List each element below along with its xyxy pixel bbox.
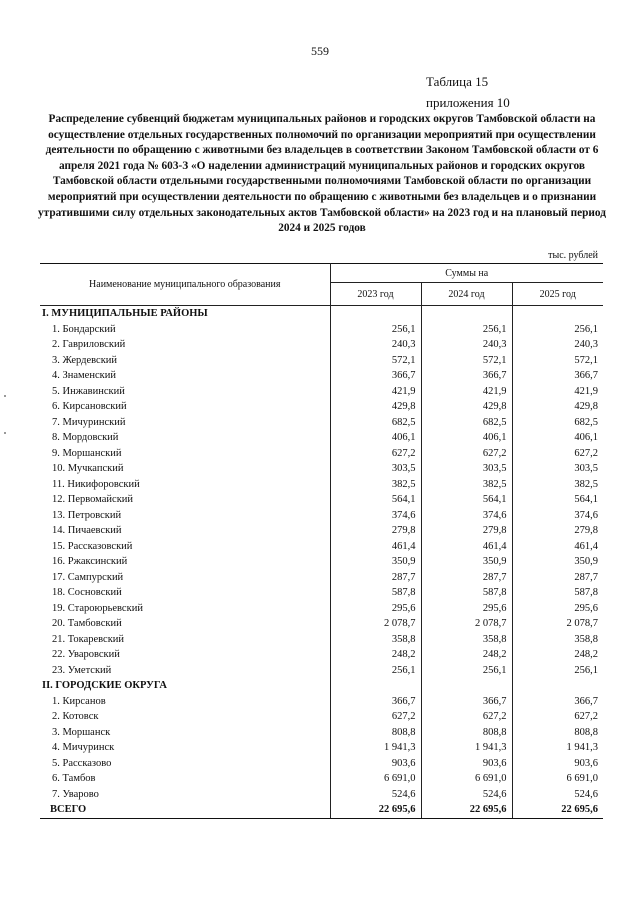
- value-cell: 572,1: [330, 353, 421, 369]
- value-cell: 248,2: [330, 647, 421, 663]
- value-cell: 808,8: [512, 725, 603, 741]
- section-row: [40, 678, 603, 694]
- table-row: [40, 523, 603, 539]
- value-cell: 524,6: [421, 787, 512, 803]
- table-row: [40, 585, 603, 601]
- table-row: [40, 756, 603, 772]
- value-cell: 406,1: [512, 430, 603, 446]
- value-cell: 903,6: [421, 756, 512, 772]
- header-year-2025: 2025 год: [512, 283, 603, 306]
- subvention-table: [40, 263, 603, 819]
- section-heading: II. ГОРОДСКИЕ ОКРУГА: [42, 680, 167, 692]
- total-value: 22 695,6: [512, 802, 603, 818]
- table-row: [40, 554, 603, 570]
- table-row: [40, 616, 603, 632]
- value-cell: 358,8: [330, 632, 421, 648]
- value-cell: 572,1: [512, 353, 603, 369]
- value-cell: 256,1: [330, 322, 421, 338]
- value-cell: 808,8: [330, 725, 421, 741]
- table-row: [40, 477, 603, 493]
- value-cell: 406,1: [330, 430, 421, 446]
- table-row: [40, 663, 603, 679]
- row-name: 1. Бондарский: [52, 323, 116, 335]
- table-row: [40, 632, 603, 648]
- value-cell: 240,3: [330, 337, 421, 353]
- value-cell: 366,7: [421, 368, 512, 384]
- value-cell: 903,6: [512, 756, 603, 772]
- document-title: Распределение субвенций бюджетам муниципальных районов и городских округов Тамбовской области на осуществление отдельных государственных полномочий по организации мероприятий при осуществлении деятельности по обращению с животными без владельцев в соответствии Законом Тамбовской области от 6 апреля 2021 года № 603-З «О наделении администраций муниципальных районов и городских округов Тамбовской области отдельными государственными полномочиями Тамбовской области по организации мероприятий при осуществлении деятельности по обращению с животными без владельцев и о признании утратившими силу отдельных законодательных актов Тамбовской области» на 2023 год и на плановый период 2024 и 2025 годов: [38, 113, 606, 235]
- table-row: [40, 353, 603, 369]
- total-value: 22 695,6: [421, 802, 512, 818]
- appendix-label: приложения 10: [426, 95, 510, 110]
- table-row: [40, 740, 603, 756]
- row-name: 23. Уметский: [52, 664, 112, 676]
- section-heading: I. МУНИЦИПАЛЬНЫЕ РАЙОНЫ: [42, 308, 208, 320]
- value-cell: 461,4: [330, 539, 421, 555]
- value-cell: 358,8: [421, 632, 512, 648]
- value-cell: 303,5: [512, 461, 603, 477]
- header-sums: Суммы на: [330, 264, 603, 283]
- value-cell: 421,9: [512, 384, 603, 400]
- row-name: 2. Котовск: [52, 711, 99, 723]
- value-cell: 903,6: [330, 756, 421, 772]
- value-cell: 382,5: [421, 477, 512, 493]
- value-cell: 366,7: [421, 694, 512, 710]
- value-cell: 564,1: [330, 492, 421, 508]
- value-cell: 564,1: [421, 492, 512, 508]
- row-name: 17. Сампурский: [52, 571, 124, 583]
- row-name: 11. Никифоровский: [52, 478, 140, 490]
- table-row: [40, 508, 603, 524]
- empty-cell: [330, 306, 421, 322]
- value-cell: 6 691,0: [330, 771, 421, 787]
- table-row: [40, 368, 603, 384]
- value-cell: 295,6: [512, 601, 603, 617]
- table-row: [40, 725, 603, 741]
- value-cell: 350,9: [330, 554, 421, 570]
- value-cell: 248,2: [512, 647, 603, 663]
- value-cell: 421,9: [421, 384, 512, 400]
- row-name: 10. Мучкапский: [52, 463, 124, 475]
- table-row: [40, 492, 603, 508]
- value-cell: 627,2: [512, 709, 603, 725]
- value-cell: 627,2: [421, 446, 512, 462]
- value-cell: 366,7: [512, 368, 603, 384]
- value-cell: 303,5: [421, 461, 512, 477]
- empty-cell: [421, 678, 512, 694]
- value-cell: 382,5: [512, 477, 603, 493]
- section-row: [40, 306, 603, 322]
- value-cell: 256,1: [421, 322, 512, 338]
- value-cell: 627,2: [512, 446, 603, 462]
- value-cell: 256,1: [421, 663, 512, 679]
- row-name: 9. Моршанский: [52, 447, 122, 459]
- value-cell: 2 078,7: [330, 616, 421, 632]
- value-cell: 587,8: [512, 585, 603, 601]
- table-row: [40, 601, 603, 617]
- value-cell: 279,8: [421, 523, 512, 539]
- value-cell: 406,1: [421, 430, 512, 446]
- value-cell: 524,6: [330, 787, 421, 803]
- value-cell: 374,6: [330, 508, 421, 524]
- value-cell: 1 941,3: [421, 740, 512, 756]
- value-cell: 279,8: [512, 523, 603, 539]
- value-cell: 256,1: [512, 322, 603, 338]
- row-name: 16. Ржаксинский: [52, 556, 128, 568]
- value-cell: 587,8: [330, 585, 421, 601]
- row-name: 1. Кирсанов: [52, 695, 106, 707]
- table-row: [40, 787, 603, 803]
- table-row: [40, 384, 603, 400]
- value-cell: 564,1: [512, 492, 603, 508]
- margin-mark: [4, 395, 6, 397]
- value-cell: 682,5: [512, 415, 603, 431]
- row-name: 12. Первомайский: [52, 494, 134, 506]
- row-name: 21. Токаревский: [52, 633, 125, 645]
- table-row: [40, 709, 603, 725]
- value-cell: 429,8: [512, 399, 603, 415]
- value-cell: 287,7: [330, 570, 421, 586]
- row-name: 7. Мичуринский: [52, 416, 126, 428]
- value-cell: 256,1: [512, 663, 603, 679]
- header-name: Наименование муниципального образования: [40, 264, 330, 306]
- table-row: [40, 647, 603, 663]
- total-label: ВСЕГО: [40, 802, 330, 818]
- table-row: [40, 430, 603, 446]
- table-row: [40, 415, 603, 431]
- value-cell: 374,6: [512, 508, 603, 524]
- value-cell: 350,9: [512, 554, 603, 570]
- value-cell: 350,9: [421, 554, 512, 570]
- row-name: 2. Гавриловский: [52, 339, 126, 351]
- row-name: 20. Тамбовский: [52, 618, 122, 630]
- row-name: 5. Инжавинский: [52, 385, 125, 397]
- value-cell: 2 078,7: [512, 616, 603, 632]
- table-row: [40, 461, 603, 477]
- empty-cell: [421, 306, 512, 322]
- value-cell: 240,3: [512, 337, 603, 353]
- value-cell: 6 691,0: [512, 771, 603, 787]
- value-cell: 279,8: [330, 523, 421, 539]
- table-row: [40, 446, 603, 462]
- value-cell: 627,2: [421, 709, 512, 725]
- row-name: 14. Пичаевский: [52, 525, 122, 537]
- table-row: [40, 337, 603, 353]
- value-cell: 682,5: [330, 415, 421, 431]
- page-number: 559: [311, 44, 329, 58]
- value-cell: 366,7: [512, 694, 603, 710]
- value-cell: 366,7: [330, 694, 421, 710]
- value-cell: 808,8: [421, 725, 512, 741]
- row-name: 4. Мичуринск: [52, 742, 115, 754]
- units-label: тыс. рублей: [548, 250, 598, 261]
- value-cell: 461,4: [512, 539, 603, 555]
- value-cell: 421,9: [330, 384, 421, 400]
- value-cell: 429,8: [421, 399, 512, 415]
- value-cell: 382,5: [330, 477, 421, 493]
- value-cell: 1 941,3: [330, 740, 421, 756]
- row-name: 3. Жердевский: [52, 354, 118, 366]
- value-cell: 287,7: [512, 570, 603, 586]
- value-cell: 295,6: [330, 601, 421, 617]
- header-year-2024: 2024 год: [421, 283, 512, 306]
- row-name: 13. Петровский: [52, 509, 122, 521]
- value-cell: 627,2: [330, 709, 421, 725]
- value-cell: 682,5: [421, 415, 512, 431]
- value-cell: 1 941,3: [512, 740, 603, 756]
- value-cell: 6 691,0: [421, 771, 512, 787]
- empty-cell: [512, 678, 603, 694]
- value-cell: 2 078,7: [421, 616, 512, 632]
- value-cell: 240,3: [421, 337, 512, 353]
- table-row: [40, 399, 603, 415]
- table-row: [40, 771, 603, 787]
- value-cell: 295,6: [421, 601, 512, 617]
- empty-cell: [512, 306, 603, 322]
- row-name: 15. Рассказовский: [52, 540, 133, 552]
- row-name: 22. Уваровский: [52, 649, 120, 661]
- empty-cell: [330, 678, 421, 694]
- value-cell: 374,6: [421, 508, 512, 524]
- row-name: 6. Тамбов: [52, 773, 96, 785]
- row-name: 18. Сосновский: [52, 587, 122, 599]
- value-cell: 429,8: [330, 399, 421, 415]
- row-name: 6. Кирсановский: [52, 401, 127, 413]
- row-name: 8. Мордовский: [52, 432, 119, 444]
- value-cell: 303,5: [330, 461, 421, 477]
- value-cell: 248,2: [421, 647, 512, 663]
- row-name: 7. Уварово: [52, 788, 99, 800]
- table-row: [40, 539, 603, 555]
- value-cell: 287,7: [421, 570, 512, 586]
- header-year-2023: 2023 год: [330, 283, 421, 306]
- total-row: [40, 802, 603, 818]
- value-cell: 524,6: [512, 787, 603, 803]
- row-name: 3. Моршанск: [52, 726, 111, 738]
- row-name: 5. Рассказово: [52, 757, 112, 769]
- margin-mark: [4, 432, 6, 434]
- table-row: [40, 694, 603, 710]
- value-cell: 587,8: [421, 585, 512, 601]
- row-name: 19. Староюрьевский: [52, 602, 143, 614]
- row-name: 4. Знаменский: [52, 370, 116, 382]
- value-cell: 256,1: [330, 663, 421, 679]
- value-cell: 461,4: [421, 539, 512, 555]
- value-cell: 572,1: [421, 353, 512, 369]
- total-value: 22 695,6: [330, 802, 421, 818]
- table-row: [40, 322, 603, 338]
- table-number: Таблица 15: [426, 74, 489, 89]
- value-cell: 366,7: [330, 368, 421, 384]
- value-cell: 627,2: [330, 446, 421, 462]
- value-cell: 358,8: [512, 632, 603, 648]
- table-row: [40, 570, 603, 586]
